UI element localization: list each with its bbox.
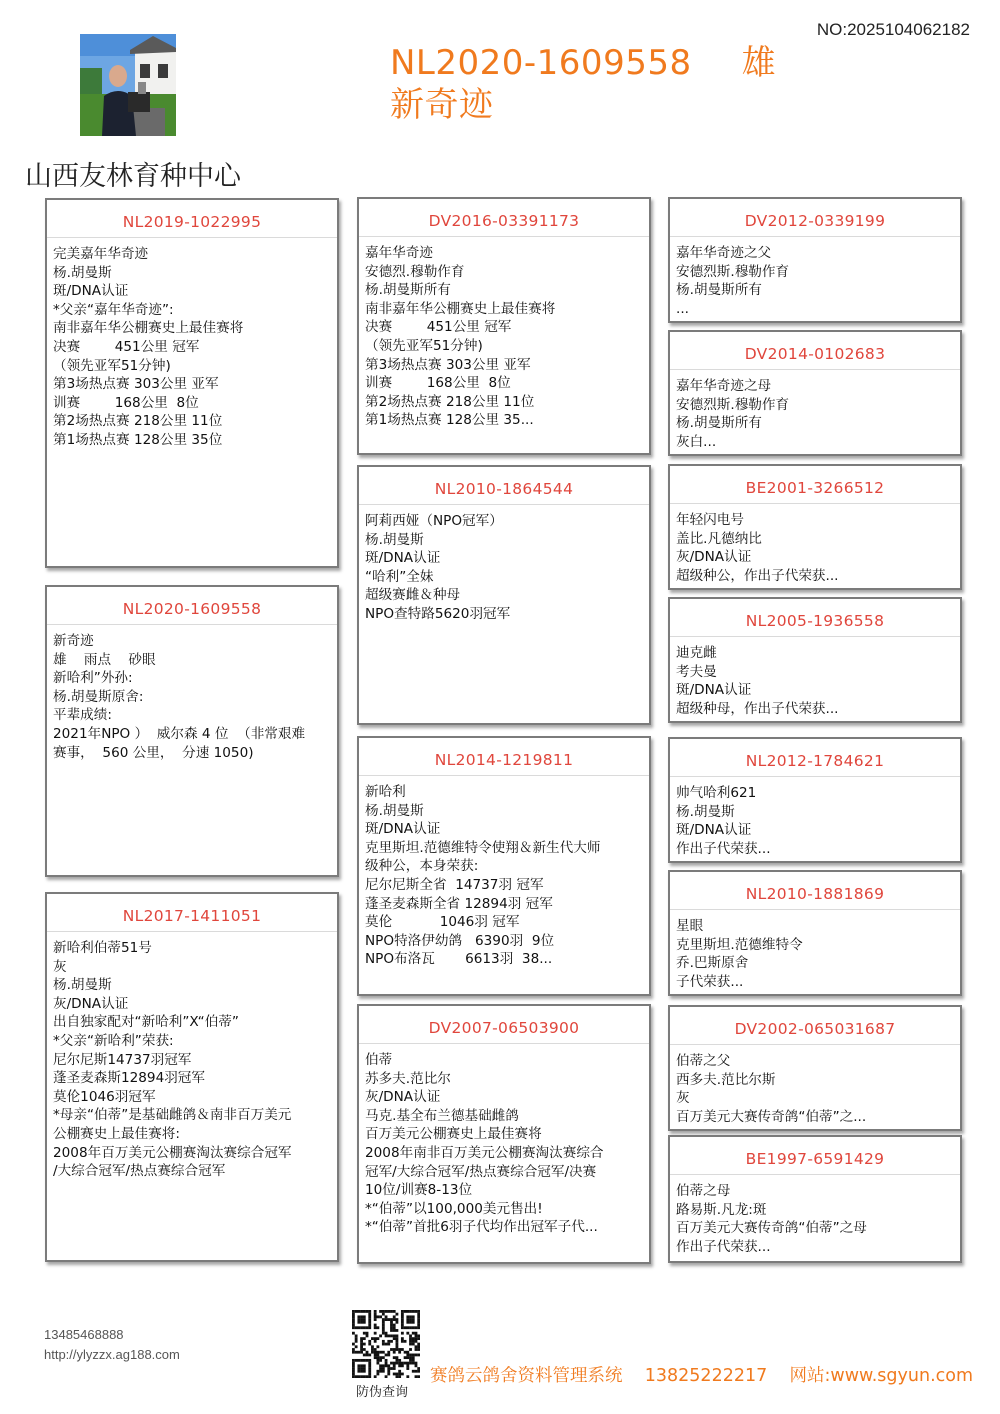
- ring-number: NL2019-1022995: [47, 200, 337, 238]
- detail-line: 迪克雌: [676, 645, 717, 661]
- footer-contact: [44, 1325, 180, 1365]
- detail-line: 杨.胡曼斯: [53, 264, 112, 281]
- detail-line: 杨.胡曼斯原舍:: [53, 688, 144, 705]
- detail-line: 新哈利: [365, 784, 406, 800]
- detail-line: 马克.基全布兰德基础雌鸽: [365, 1107, 519, 1124]
- sire-sire-card: [357, 197, 651, 455]
- bird-details: [670, 504, 960, 585]
- detail-line: 伯蒂之父: [676, 1053, 731, 1069]
- detail-line: 子代荣获...: [676, 973, 744, 990]
- sire-sire-dam-card: [668, 330, 962, 456]
- bird-details: [47, 625, 337, 762]
- dam-dam-card: [357, 1004, 651, 1264]
- detail-line: 杨.胡曼斯所有: [676, 415, 762, 432]
- ring-number: BE1997-6591429: [670, 1137, 960, 1175]
- detail-line: 嘉年华奇迹: [365, 245, 433, 261]
- detail-line: 星眼: [676, 918, 704, 934]
- sire-card: [45, 198, 339, 568]
- dam-card: [45, 892, 339, 1262]
- detail-line: 新奇迹: [53, 633, 94, 649]
- detail-line: 杨.胡曼斯: [365, 531, 424, 548]
- detail-line: 灰白...: [676, 433, 717, 450]
- detail-line: 南非嘉年华公棚赛史上最佳赛将: [53, 320, 244, 337]
- detail-line: 杨.胡曼斯: [365, 802, 424, 819]
- dam-dam-dam-card: [668, 1135, 962, 1263]
- detail-line: 百万美元大赛传奇鸽“伯蒂”之母: [676, 1220, 867, 1237]
- detail-line: 赛事， 560 公里， 分速 1050): [53, 744, 254, 761]
- detail-line: 冠军/大综合冠军/热点赛综合冠军/决赛: [365, 1163, 597, 1180]
- detail-line: NPO特洛伊幼鸽 6390羽 9位: [365, 932, 555, 949]
- detail-line: 盖比.凡德纳比: [676, 530, 762, 547]
- brand-name: 赛鸽云鸽舍资料管理系统: [430, 1366, 623, 1386]
- loft-name: 山西友林育种中心: [25, 161, 241, 192]
- detail-line: 第1场热点赛 128公里 35位: [53, 431, 223, 448]
- document-number: NO:2025104062182: [816, 20, 970, 39]
- detail-line: 灰/DNA认证: [676, 549, 752, 566]
- detail-line: NPO查特路5620羽冠军: [365, 605, 511, 622]
- detail-line: 莫伦 1046羽 冠军: [365, 914, 520, 931]
- detail-line: 苏多夫.范比尔: [365, 1070, 451, 1087]
- detail-line: 第3场热点赛 303公里 亚军: [365, 356, 531, 373]
- detail-line: 作出子代荣获...: [676, 1238, 771, 1255]
- sire-dam-card: [357, 465, 651, 725]
- detail-line: 训赛 168公里 8位: [365, 375, 511, 392]
- detail-line: 帅气哈利621: [676, 785, 757, 801]
- detail-line: 考夫曼: [676, 663, 717, 680]
- bird-details: [359, 505, 649, 624]
- bird-details: [670, 237, 960, 318]
- detail-line: 10位/训赛8-13位: [365, 1182, 473, 1199]
- detail-line: 2008年南非百万美元公棚赛淘汰赛综合: [365, 1144, 604, 1161]
- footer-phone: 13485468888: [44, 1327, 124, 1342]
- detail-line: 决赛 451公里 冠军: [365, 319, 512, 336]
- detail-line: 路易斯.凡龙:斑: [676, 1201, 767, 1218]
- title-sex: 雄: [741, 43, 777, 83]
- bird-details: [670, 777, 960, 858]
- bird-details: [47, 238, 337, 450]
- ring-number: NL2020-1609558: [47, 587, 337, 625]
- detail-line: 百万美元大赛传奇鸽“伯蒂”之...: [676, 1108, 867, 1125]
- detail-line: 第2场热点赛 218公里 11位: [53, 413, 223, 430]
- detail-line: 决赛 451公里 冠军: [53, 338, 200, 355]
- sire-dam-dam-card: [668, 597, 962, 723]
- detail-line: 安德烈斯.穆勒作育: [676, 263, 790, 280]
- ring-number: DV2014-0102683: [670, 332, 960, 370]
- detail-line: 尼尔尼斯全省 14737羽 冠军: [365, 876, 544, 893]
- detail-line: *母亲“伯蒂”是基础雌鸽＆南非百万美元: [53, 1107, 292, 1124]
- detail-line: 雄 雨点 砂眼: [53, 651, 156, 668]
- owner-photo: [80, 34, 176, 136]
- detail-line: 莫伦1046羽冠军: [53, 1088, 156, 1105]
- detail-line: 克里斯坦.范德维特令: [676, 936, 803, 953]
- detail-line: 新哈利伯蒂51号: [53, 940, 152, 956]
- detail-line: 灰/DNA认证: [53, 995, 129, 1012]
- detail-line: 训赛 168公里 8位: [53, 394, 199, 411]
- title-bird-name: 新奇迹: [390, 85, 494, 125]
- detail-line: 斑/DNA认证: [365, 550, 441, 567]
- pedigree-title: [390, 42, 790, 126]
- footer-url[interactable]: http://ylyzzx.ag188.com: [44, 1347, 180, 1362]
- detail-line: 嘉年华奇迹之母: [676, 378, 772, 394]
- detail-line: 伯蒂之母: [676, 1183, 731, 1199]
- detail-line: 阿莉西娅（NPO冠军）: [365, 513, 503, 529]
- detail-line: 年轻闪电号: [676, 512, 744, 528]
- detail-line: 嘉年华奇迹之父: [676, 245, 772, 261]
- detail-line: 斑/DNA认证: [365, 821, 441, 838]
- detail-line: 灰: [53, 958, 67, 975]
- ring-number: DV2012-0339199: [670, 199, 960, 237]
- ring-number: NL2012-1784621: [670, 739, 960, 777]
- brand-phone: 13825222217: [644, 1366, 768, 1386]
- detail-line: 斑/DNA认证: [53, 283, 129, 300]
- bird-details: [359, 776, 649, 969]
- bird-details: [670, 1175, 960, 1256]
- anti-fake-qr-code[interactable]: [352, 1310, 420, 1378]
- detail-line: 杨.胡曼斯所有: [365, 282, 451, 299]
- ring-number: NL2010-1864544: [359, 467, 649, 505]
- dam-sire-dam-card: [668, 870, 962, 996]
- bird-details: [670, 910, 960, 991]
- bird-details: [670, 637, 960, 718]
- detail-line: 杨.胡曼斯: [676, 803, 735, 820]
- detail-line: 平辈成绩:: [53, 707, 112, 724]
- detail-line: 第3场热点赛 303公里 亚军: [53, 376, 219, 393]
- detail-line: /大综合冠军/热点赛综合冠军: [53, 1163, 226, 1180]
- bird-details: [670, 370, 960, 451]
- detail-line: 级种公，本身荣获:: [365, 858, 479, 875]
- detail-line: NPO布洛瓦 6613羽 38...: [365, 951, 553, 968]
- dam-dam-sire-card: [668, 1005, 962, 1131]
- sire-sire-sire-card: [668, 197, 962, 323]
- ring-number: DV2002-065031687: [670, 1007, 960, 1045]
- detail-line: 第1场热点赛 128公里 35...: [365, 412, 534, 429]
- detail-line: 斑/DNA认证: [676, 822, 752, 839]
- qr-caption: 防伪查询: [356, 1385, 409, 1400]
- detail-line: （领先亚军51分钟): [53, 357, 171, 374]
- detail-line: 新哈利”外孙:: [53, 670, 133, 687]
- detail-line: 公棚赛史上最佳赛将:: [53, 1125, 180, 1142]
- dam-sire-card: [357, 736, 651, 996]
- detail-line: 完美嘉年华奇迹: [53, 246, 149, 262]
- detail-line: 安德烈.穆勒作育: [365, 263, 465, 280]
- detail-line: 蓬圣麦森斯12894羽冠军: [53, 1070, 205, 1087]
- detail-line: 克里斯坦.范德维特令使翔＆新生代大师: [365, 839, 601, 856]
- detail-line: 安德烈斯.穆勒作育: [676, 396, 790, 413]
- dam-sire-sire-card: [668, 737, 962, 863]
- sire-dam-sire-card: [668, 464, 962, 590]
- detail-line: （领先亚军51分钟): [365, 337, 483, 354]
- detail-line: 超级赛雌＆种母: [365, 587, 461, 604]
- detail-line: 第2场热点赛 218公里 11位: [365, 393, 535, 410]
- detail-line: 伯蒂: [365, 1052, 393, 1068]
- detail-line: 南非嘉年华公棚赛史上最佳赛将: [365, 300, 556, 317]
- detail-line: 百万美元公棚赛史上最佳赛将: [365, 1126, 542, 1143]
- detail-line: ...: [676, 300, 689, 317]
- footer-brand: [430, 1362, 973, 1387]
- detail-line: 斑/DNA认证: [676, 682, 752, 699]
- ring-number: NL2017-1411051: [47, 894, 337, 932]
- ring-number: NL2010-1881869: [670, 872, 960, 910]
- bird-details: [359, 1044, 649, 1237]
- ring-number: NL2014-1219811: [359, 738, 649, 776]
- detail-line: 超级种公，作出子代荣获...: [676, 567, 839, 584]
- bird-details: [47, 932, 337, 1181]
- detail-line: 乔.巴斯原舍: [676, 955, 749, 972]
- detail-line: 出自独家配对“新哈利”X“伯蒂”: [53, 1014, 239, 1031]
- brand-website[interactable]: 网站:www.sgyun.com: [789, 1366, 974, 1386]
- bird-details: [670, 1045, 960, 1126]
- detail-line: 2008年百万美元公棚赛淘汰赛综合冠军: [53, 1144, 292, 1161]
- detail-line: 灰: [676, 1090, 690, 1107]
- detail-line: 尼尔尼斯14737羽冠军: [53, 1051, 192, 1068]
- title-ring-number: NL2020-1609558: [390, 43, 692, 83]
- ring-number: NL2005-1936558: [670, 599, 960, 637]
- ring-number: DV2016-03391173: [359, 199, 649, 237]
- detail-line: *父亲“新哈利”荣获:: [53, 1032, 174, 1049]
- detail-line: 西多夫.范比尔斯: [676, 1071, 776, 1088]
- bird-details: [359, 237, 649, 430]
- detail-line: *“伯蒂”以100,000美元售出!: [365, 1200, 543, 1217]
- ring-number: DV2007-06503900: [359, 1006, 649, 1044]
- detail-line: 蓬圣麦森斯全省 12894羽 冠军: [365, 895, 553, 912]
- detail-line: 2021年NPO ） 威尔森 4 位 （非常艰难: [53, 725, 306, 742]
- detail-line: 作出子代荣获...: [676, 840, 771, 857]
- detail-line: *父亲“嘉年华奇迹”:: [53, 301, 174, 318]
- detail-line: 杨.胡曼斯: [53, 977, 112, 994]
- detail-line: 灰/DNA认证: [365, 1089, 441, 1106]
- detail-line: 杨.胡曼斯所有: [676, 282, 762, 299]
- subject-card: [45, 585, 339, 877]
- detail-line: *“伯蒂”首批6羽子代均作出冠军子代...: [365, 1219, 598, 1236]
- ring-number: BE2001-3266512: [670, 466, 960, 504]
- detail-line: 超级种母，作出子代荣获...: [676, 700, 839, 717]
- detail-line: “哈利”全妹: [365, 568, 434, 585]
